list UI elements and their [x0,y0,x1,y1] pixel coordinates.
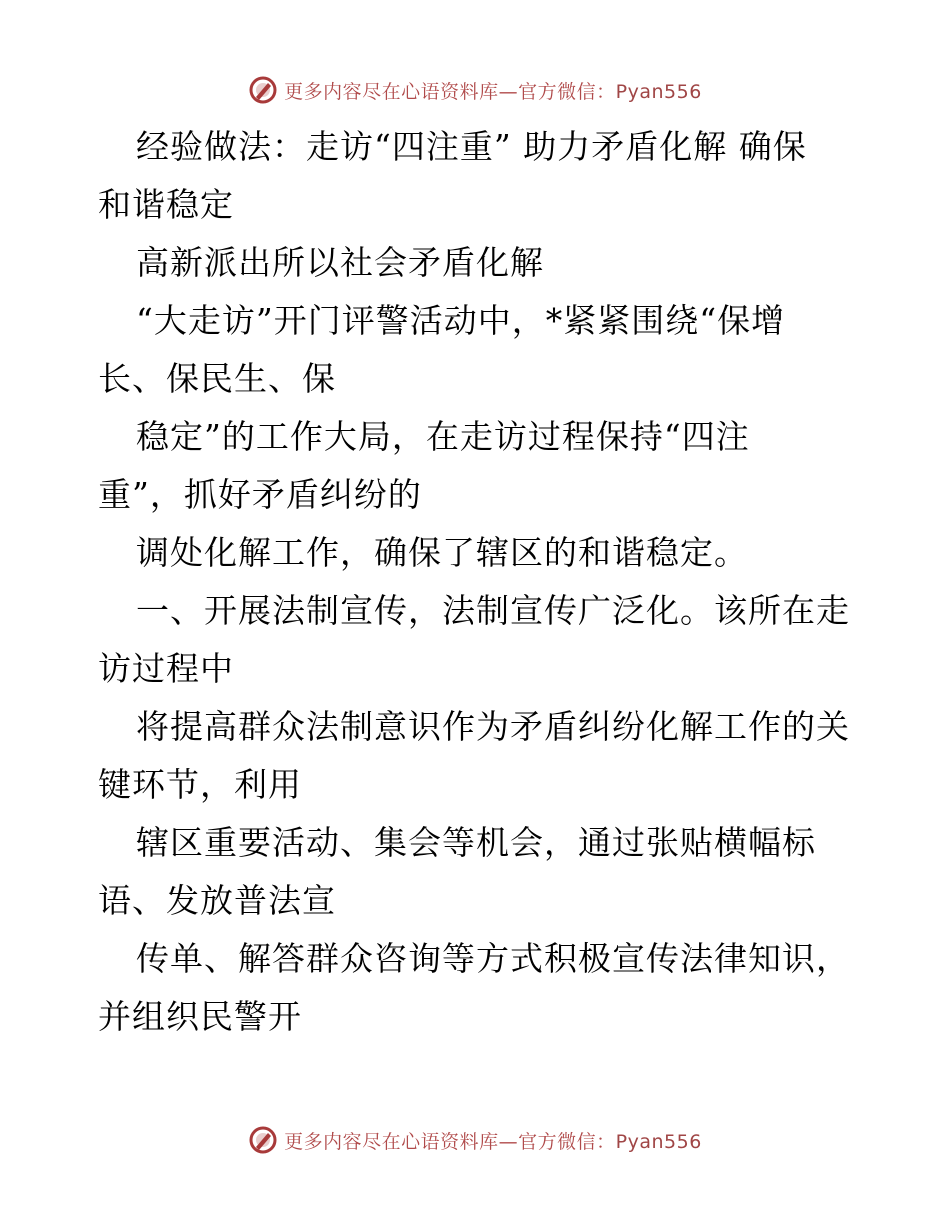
text-line: 长、保民生、保 [98,359,336,398]
text-line: “大走访”开门评警活动中，*紧紧围绕“保增 [136,301,786,340]
header-watermark [0,72,950,108]
text-line: 重”，抓好矛盾纠纷的 [98,475,422,514]
document-body [98,118,858,1046]
text-line: 辖区重要活动、集会等机会，通过张贴横幅标 [136,823,816,862]
pen-in-circle-logo-icon [248,1125,278,1155]
text-line: 键环节，利用 [98,765,302,804]
footer-watermark [0,1122,950,1158]
text-line: 高新派出所以社会矛盾化解 [136,243,544,282]
text-line: 一、开展法制宣传，法制宣传广泛化。该所在走 [136,591,850,630]
text-line: 传单、解答群众咨询等方式积极宣传法律知识， [136,939,850,978]
watermark-text: 更多内容尽在心语资料库—官方微信：Pyan556 [284,80,702,103]
text-line: 将提高群众法制意识作为矛盾纠纷化解工作的关 [136,707,850,746]
watermark-text: 更多内容尽在心语资料库—官方微信：Pyan556 [284,1130,702,1153]
text-line: 语、发放普法宣 [98,881,336,920]
text-line: 并组织民警开 [98,997,302,1036]
text-line: 访过程中 [98,649,234,688]
text-line: 稳定”的工作大局，在走访过程保持“四注 [136,417,750,456]
text-line: 调处化解工作，确保了辖区的和谐稳定。 [136,533,748,572]
text-line: 经验做法：走访“四注重” 助力矛盾化解 确保 [136,127,807,166]
text-line: 和谐稳定 [98,185,234,224]
pen-in-circle-logo-icon [248,75,278,105]
